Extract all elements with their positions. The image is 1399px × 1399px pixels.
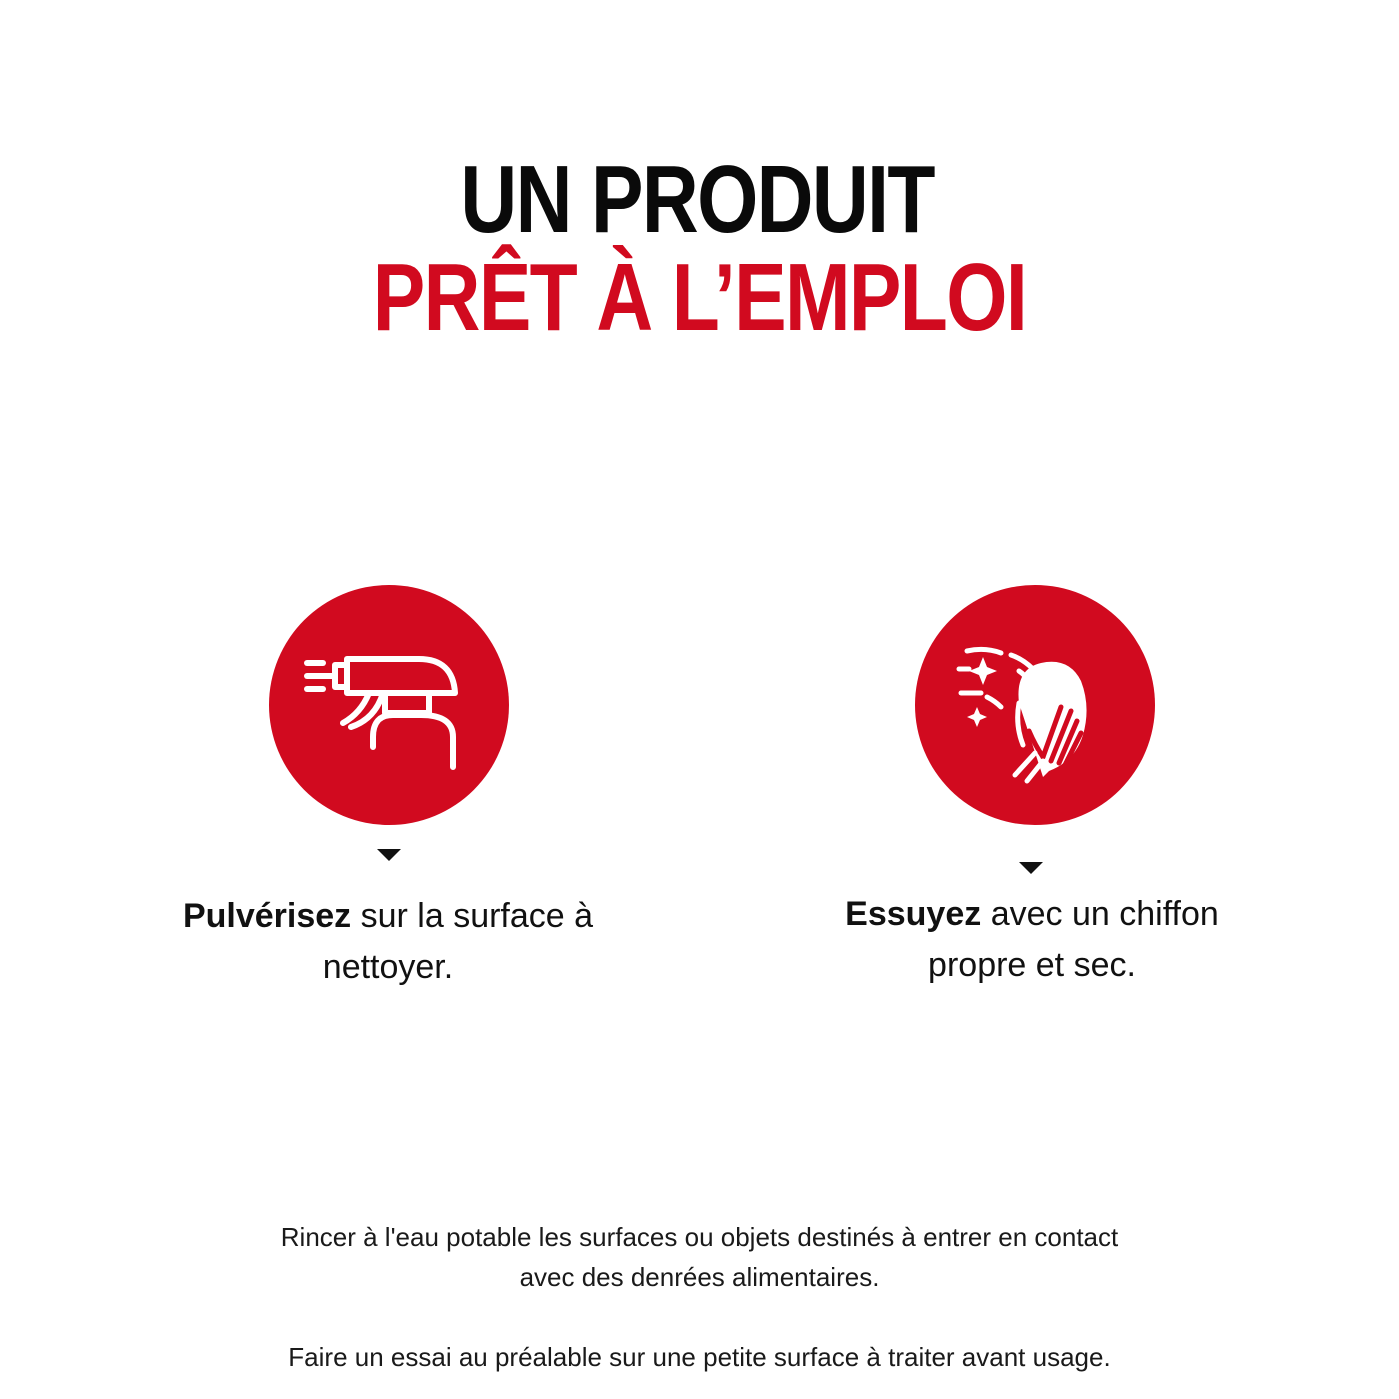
step-wipe-rest: avec un chiffon <box>981 895 1219 933</box>
headline-line-1: UN PRODUIT <box>460 146 934 253</box>
step-wipe-line-1 <box>772 889 1292 940</box>
rinse-note <box>0 1217 1399 1297</box>
spray-bottle-icon <box>269 585 509 825</box>
step-wipe-text <box>772 889 1292 991</box>
headline-line-2: PRÊT À L’EMPLOI <box>372 244 1027 351</box>
step-spray-rest: sur la surface à <box>351 897 594 935</box>
step-spray-line-2: nettoyer. <box>322 948 454 986</box>
spray-circle <box>269 585 509 825</box>
step-spray-bold: Pulvérisez <box>182 897 352 935</box>
test-note: Faire un essai au préalable sur une petite surface à traiter avant usage. <box>288 1342 1111 1372</box>
arrow-down-icon <box>1019 862 1043 874</box>
rinse-note-line-2: avec des denrées alimentaires. <box>519 1262 880 1292</box>
step-spray-line-1 <box>128 891 648 942</box>
hand-wiping-cloth-icon <box>915 585 1155 825</box>
wipe-circle <box>915 585 1155 825</box>
step-spray-text <box>128 891 648 993</box>
arrow-down-icon <box>377 849 401 861</box>
step-wipe-line-2: propre et sec. <box>928 946 1136 984</box>
step-wipe-bold: Essuyez <box>845 895 982 933</box>
rinse-note-line-1: Rincer à l'eau potable les surfaces ou objets destinés à entrer en contact <box>280 1222 1119 1252</box>
